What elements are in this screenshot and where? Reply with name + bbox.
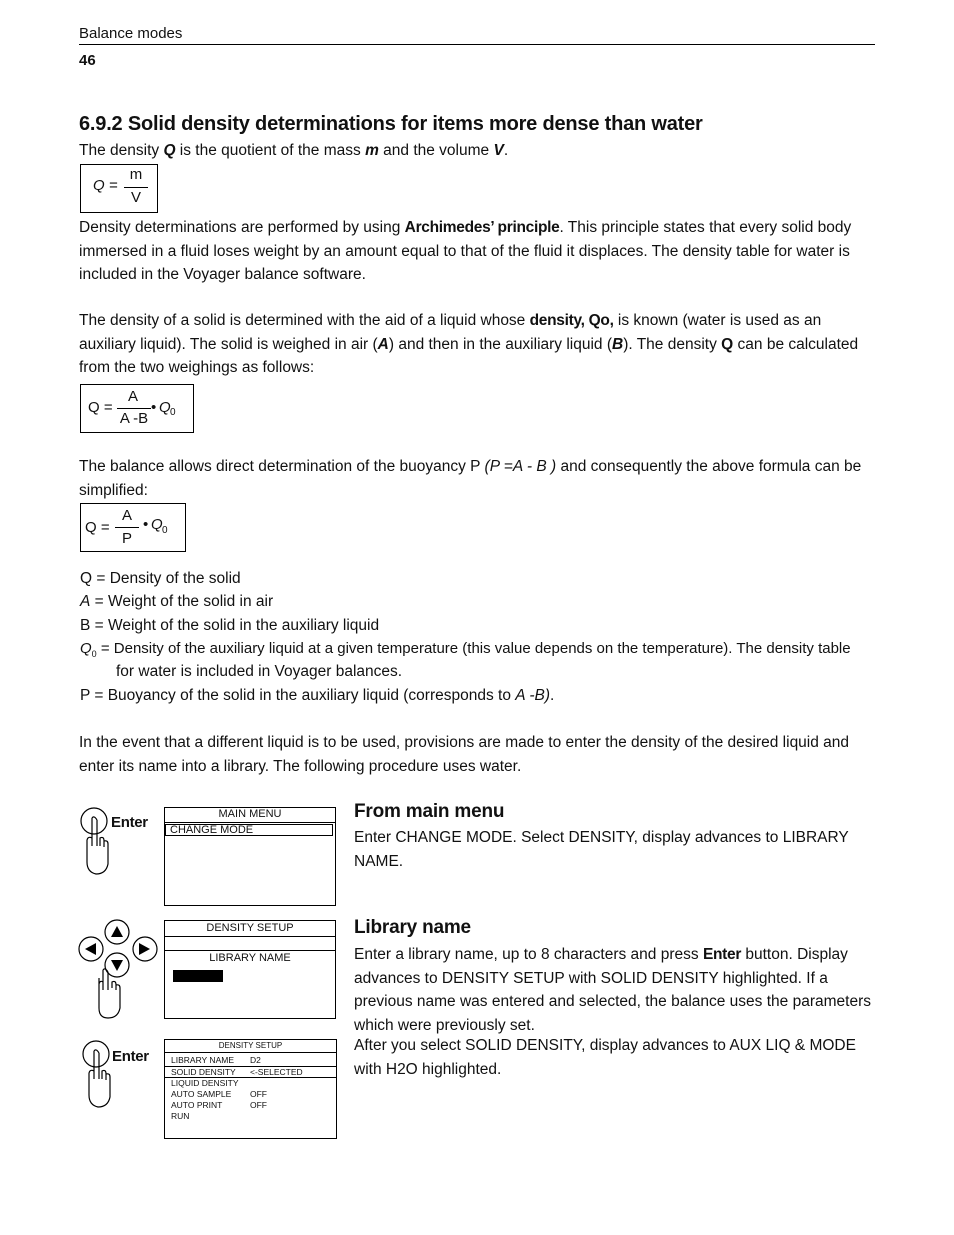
formula-numerator: A (127, 388, 138, 405)
setup-item-value: <-SELECTED (250, 1067, 303, 1077)
formula-denominator: V (130, 189, 141, 206)
hand-press-icon[interactable] (78, 806, 112, 878)
hand-press-icon (99, 969, 120, 1018)
step-text-solid-density: After you select SOLID DENSITY, display advances to AUX LIQ & MODE with H2O highlighted. (354, 1037, 856, 1078)
legend-p: P = Buoyancy of the solid in the auxiliary liquid (corresponds to A -B). (80, 687, 555, 704)
screen-title: DENSITY SETUP (206, 922, 294, 934)
paragraph-library-intro: In the event that a different liquid is to be used, provisions are made to enter the density of the desired liquid and enter its name into a library. The following procedure uses water. (79, 734, 850, 775)
setup-item-value: D2 (250, 1055, 261, 1065)
setup-item-name: SOLID DENSITY (171, 1067, 236, 1077)
screen-divider (165, 822, 335, 823)
screen-title: MAIN MENU (218, 808, 282, 820)
formula-numerator: A (121, 507, 132, 524)
setup-item-name: AUTO PRINT (171, 1100, 223, 1110)
step-heading-library-name: Library name (354, 917, 471, 938)
formula-subscript: 0 (162, 525, 168, 536)
formula-denominator: P (121, 530, 132, 547)
screen-divider (165, 950, 335, 951)
fraction-bar (124, 187, 148, 188)
formula-lhs: Q = (93, 177, 118, 194)
paragraph-archimedes: Density determinations are performed by using Archimedes’ principle. This principle states that every solid body immersed in a fluid loses weight by an amount equal to that of the fluid it displaces. The density table for water is included in the Voyager balance software. (79, 219, 852, 283)
enter-key-label[interactable]: Enter (111, 814, 148, 831)
formula-q0: Q (151, 516, 163, 533)
screen-divider (165, 1052, 336, 1053)
step-text-library-name: Enter a library name, up to 8 characters and press Enter button. Display advances to DENSITY SETUP with SOLID DENSITY highlighted. If a previous name was entered and selected, the balance uses the parameters which were previously set. (354, 946, 871, 1034)
legend-a: A = Weight of the solid in air (80, 593, 274, 610)
screen-divider (165, 936, 335, 937)
arrow-up-icon[interactable] (105, 920, 129, 944)
setup-menu-item[interactable] (165, 1111, 336, 1122)
intro-line: The density Q is the quotient of the mass m and the volume V. (79, 142, 509, 159)
legend-b: B = Weight of the solid in the auxiliary liquid (80, 617, 380, 634)
section-heading: 6.9.2 Solid density determinations for items more dense than water (79, 113, 703, 135)
multiply-dot: • (151, 399, 157, 416)
library-name-label: LIBRARY NAME (209, 952, 291, 964)
display-density-setup-library (164, 920, 336, 1019)
formula-lhs: Q = (85, 519, 110, 536)
formula-lhs: Q = (88, 399, 113, 416)
formula-simplified-box (80, 503, 186, 552)
setup-menu-item[interactable] (165, 1066, 336, 1078)
step-heading-main-menu: From main menu (354, 801, 505, 822)
paragraph-auxiliary: The density of a solid is determined with the aid of a liquid whose density, Qo, is known (water is used as an auxiliary liquid). The solid is weighed in air (A) and then in the auxiliary liquid (B). The density Q can be calculated from the two weighings as follows: (79, 312, 859, 376)
library-name-input[interactable] (173, 970, 223, 982)
formula-weighings-box (80, 384, 194, 433)
hand-press-icon[interactable] (80, 1039, 114, 1111)
setup-item-name: AUTO SAMPLE (171, 1089, 232, 1099)
running-header: Balance modes (79, 25, 183, 42)
fraction-bar (117, 408, 151, 409)
setup-item-name: RUN (171, 1111, 190, 1121)
arrow-left-icon[interactable] (79, 937, 103, 961)
menu-item-change-mode[interactable] (165, 824, 333, 836)
formula-density-box (80, 164, 158, 213)
formula-q0: Q (159, 399, 171, 416)
legend-q0: $Q_0$ = Density of the auxiliary liquid at a given temperature (this value depends on the temperature). The density table (80, 640, 851, 659)
formula-subscript: 0 (170, 407, 176, 418)
menu-item-label: CHANGE MODE (170, 824, 254, 836)
setup-item-name: LIQUID DENSITY (171, 1078, 239, 1088)
arrow-right-icon[interactable] (133, 937, 157, 961)
setup-menu-item[interactable] (165, 1100, 336, 1111)
paragraph-buoyancy: The balance allows direct determination of the buoyancy P (P =A - B ) and consequently the above formula can be simplified: (79, 458, 862, 499)
setup-item-value: OFF (250, 1100, 267, 1110)
display-main-menu (164, 807, 336, 906)
formula-numerator: m (129, 166, 143, 183)
setup-menu-item[interactable] (165, 1089, 336, 1100)
fraction-bar (115, 527, 139, 528)
display-density-setup-menu (164, 1039, 337, 1139)
page-number: 46 (79, 52, 96, 69)
setup-item-value: OFF (250, 1089, 267, 1099)
screen-title: DENSITY SETUP (218, 1041, 283, 1050)
legend-q: Q = Density of the solid (80, 570, 241, 587)
setup-menu-list (165, 1055, 336, 1122)
setup-menu-item[interactable] (165, 1078, 336, 1089)
legend-q0-cont: for water is included in Voyager balances. (116, 663, 403, 680)
step-text-main-menu: Enter CHANGE MODE. Select DENSITY, display advances to LIBRARY NAME. (354, 829, 849, 870)
setup-menu-item[interactable] (165, 1055, 336, 1066)
arrow-keypad (75, 918, 161, 1020)
formula-denominator: A -B (119, 410, 149, 427)
setup-item-name: LIBRARY NAME (171, 1055, 234, 1065)
header-rule (79, 44, 875, 45)
multiply-dot: • (143, 516, 149, 533)
enter-key-label[interactable]: Enter (112, 1048, 149, 1065)
